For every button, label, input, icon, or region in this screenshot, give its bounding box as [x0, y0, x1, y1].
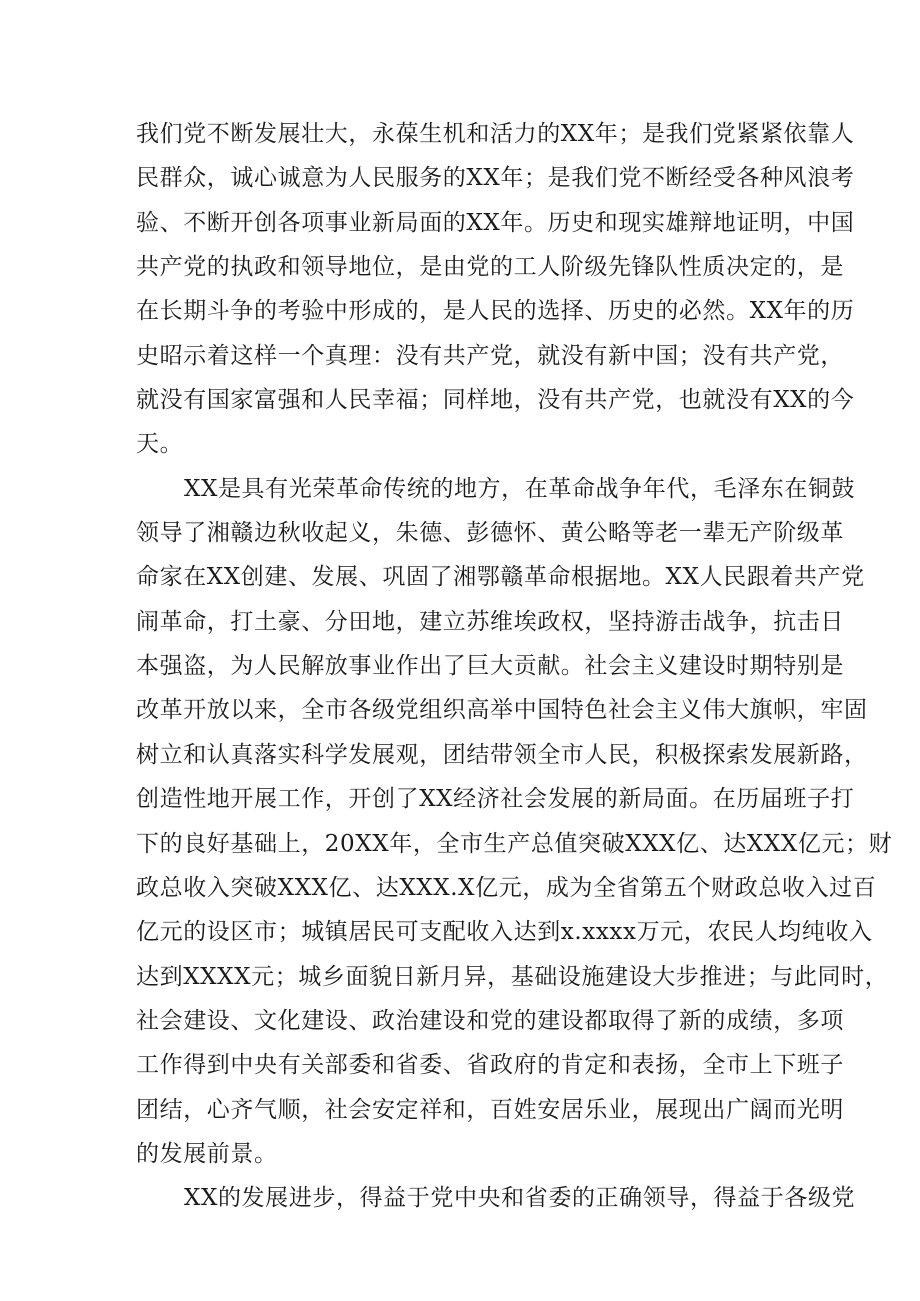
text-line: 下的良好基础上，20XX年，全市生产总值突破XXX亿、达XXX亿元；财 [136, 830, 893, 857]
text-line: 工作得到中央有关部委和省委、省政府的肯定和表扬，全市上下班子 [136, 1052, 844, 1079]
text-line: 天。 [136, 431, 184, 458]
text-line: 就没有国家富强和人民幸福；同样地，没有共产党，也就没有XX的今 [136, 387, 855, 414]
body-text [136, 112, 893, 1221]
text-line: 验、不断开创各项事业新局面的XX年。历史和现实雄辩地证明，中国 [136, 209, 855, 236]
text-line: 亿元的设区市；城镇居民可支配收入达到x.xxxx万元，农民人均纯收入 [136, 919, 873, 946]
text-line: 命家在XX创建、发展、巩固了湘鄂赣革命根据地。XX人民跟着共产党 [136, 564, 865, 591]
text-line: 领导了湘赣边秋收起义，朱德、彭德怀、黄公略等老一辈无产阶级革 [136, 520, 844, 547]
text-line: 改革开放以来，全市各级党组织高举中国特色社会主义伟大旗帜，牢固 [136, 697, 868, 724]
text-line: 的发展前景。 [136, 1140, 278, 1167]
text-line: 在长期斗争的考验中形成的，是人民的选择、历史的必然。XX年的历 [136, 298, 855, 325]
text-line: XX是具有光荣革命传统的地方，在革命战争年代，毛泽东在铜鼓 [184, 475, 856, 502]
text-line: 创造性地开展工作，开创了XX经济社会发展的新局面。在历届班子打 [136, 786, 855, 813]
text-line: 树立和认真落实科学发展观，团结带领全市人民，积极探索发展新路， [136, 741, 868, 768]
text-line: 社会建设、文化建设、政治建设和党的建设都取得了新的成绩，多项 [136, 1007, 844, 1034]
text-line: 闹革命，打土豪、分田地，建立苏维埃政权，坚持游击战争，抗击日 [136, 608, 844, 635]
text-line: XX的发展进步，得益于党中央和省委的正确领导，得益于各级党 [184, 1185, 856, 1212]
text-line: 我们党不断发展壮大，永葆生机和活力的XX年；是我们党紧紧依靠人 [136, 121, 855, 147]
text-line: 民群众，诚心诚意为人民服务的XX年；是我们党不断经受各种风浪考 [136, 165, 855, 192]
text-line: 团结，心齐气顺，社会安定祥和，百姓安居乐业，展现出广阔而光明 [136, 1096, 844, 1123]
text-line: 政总收入突破XXX亿、达XXX.X亿元，成为全省第五个财政总收入过百 [136, 874, 877, 901]
text-line: 达到XXXX元；城乡面貌日新月异，基础设施建设大步推进；与此同时， [136, 963, 889, 990]
text-line: 史昭示着这样一个真理：没有共产党，就没有新中国；没有共产党， [136, 342, 844, 369]
text-line: 本强盗，为人民解放事业作出了巨大贡献。社会主义建设时期特别是 [136, 653, 844, 680]
text-line: 共产党的执政和领导地位，是由党的工人阶级先锋队性质决定的，是 [136, 254, 844, 281]
